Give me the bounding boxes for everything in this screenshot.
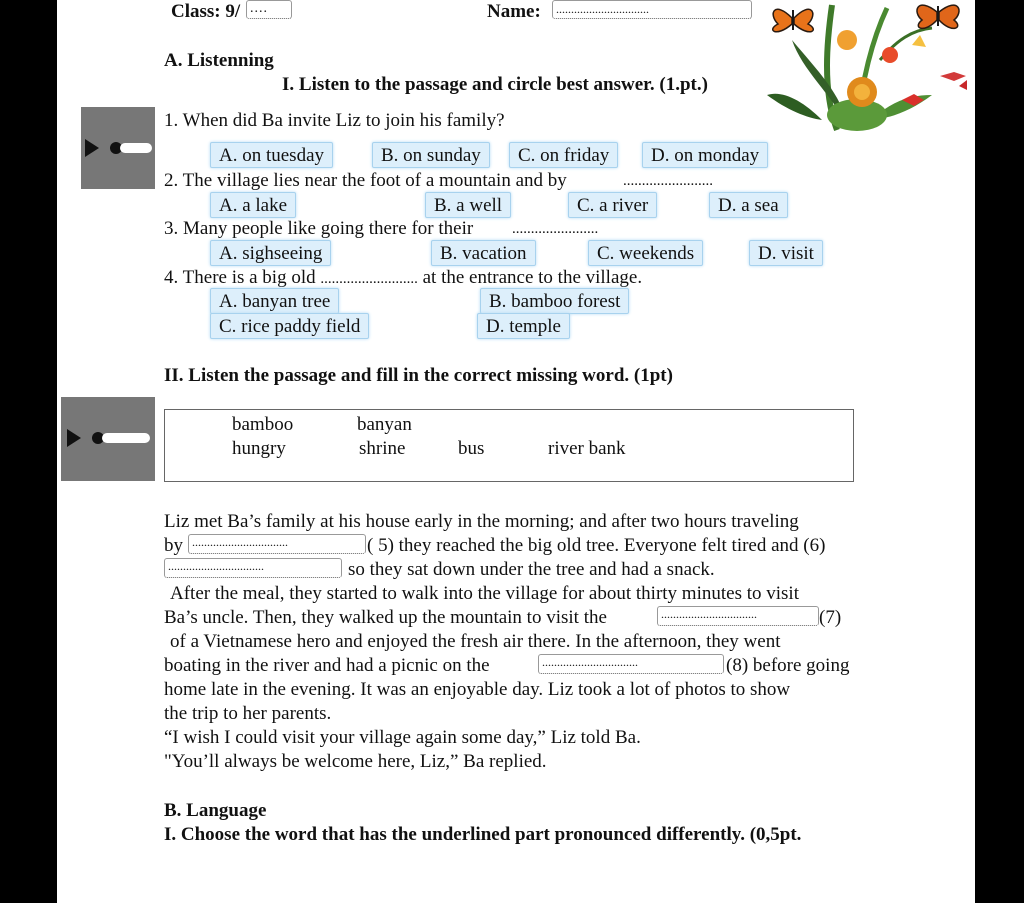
worksheet-page	[57, 0, 975, 903]
word-bank-box	[164, 409, 854, 482]
section-b-part1-instruction: I. Choose the word that has the underlined part pronounced differently. (0,5pt.	[164, 824, 802, 845]
word-bank-item: banyan	[357, 414, 412, 435]
play-icon[interactable]	[67, 429, 81, 447]
audio-player-1[interactable]	[81, 107, 155, 189]
passage-line-9: the trip to her parents.	[164, 703, 332, 724]
blank-5-dots: ................................	[192, 535, 288, 549]
blank-5-input[interactable]	[188, 534, 366, 554]
passage-line-7b: (8) before going	[726, 655, 850, 676]
question-3-text: 3. Many people like going there for their	[164, 218, 474, 239]
word-bank-item: hungry	[232, 438, 286, 459]
q3-option-a[interactable]: A. sighseeing	[210, 240, 331, 266]
flower-decoration-image	[762, 0, 975, 140]
q2-option-d[interactable]: D. a sea	[709, 192, 788, 218]
passage-line-8: home late in the evening. It was an enjoyable day. Liz took a lot of photos to show	[164, 679, 791, 700]
name-blank-dots: ...............................	[556, 2, 649, 16]
question-1-text: 1. When did Ba invite Liz to join his family?	[164, 110, 505, 131]
passage-line-10: “I wish I could visit your village again some day,” Liz told Ba.	[164, 727, 641, 748]
question-3-blank: .......................	[512, 221, 599, 237]
q1-option-b[interactable]: B. on sunday	[372, 142, 490, 168]
part1-instruction: I. Listen to the passage and circle best answer. (1.pt.)	[282, 74, 708, 95]
passage-line-5a: Ba’s uncle. Then, they walked up the mountain to visit the	[164, 607, 607, 628]
q4-option-b[interactable]: B. bamboo forest	[480, 288, 629, 314]
word-bank-item: bamboo	[232, 414, 294, 435]
question-4-text-before: 4. There is a big old	[164, 267, 316, 288]
name-label: Name:	[487, 1, 541, 22]
blank-7-input[interactable]	[657, 606, 819, 626]
q4-option-d[interactable]: D. temple	[477, 313, 570, 339]
q2-option-a[interactable]: A. a lake	[210, 192, 296, 218]
q1-option-c[interactable]: C. on friday	[509, 142, 618, 168]
audio-progress-bar[interactable]	[120, 143, 152, 153]
play-icon[interactable]	[85, 139, 99, 157]
passage-line-5b: (7)	[819, 607, 842, 628]
q3-option-c[interactable]: C. weekends	[588, 240, 703, 266]
blank-8-dots: ................................	[542, 655, 638, 669]
passage-line-11: "You’ll always be welcome here, Liz,” Ba replied.	[164, 751, 547, 772]
passage-line-2b: ( 5) they reached the big old tree. Everyone felt tired and (6)	[367, 535, 826, 556]
q3-option-d[interactable]: D. visit	[749, 240, 823, 266]
question-4-text-after: at the entrance to the village.	[422, 267, 643, 288]
butterfly-left-icon	[773, 9, 814, 31]
q2-option-b[interactable]: B. a well	[425, 192, 511, 218]
blank-7-dots: ................................	[661, 607, 757, 621]
q4-option-c[interactable]: C. rice paddy field	[210, 313, 369, 339]
question-2-text: 2. The village lies near the foot of a mountain and by	[164, 170, 567, 191]
passage-line-2a: by	[164, 535, 183, 556]
blank-6-input[interactable]	[164, 558, 342, 578]
passage-line-7a: boating in the river and had a picnic on the	[164, 655, 490, 676]
passage-line-4: After the meal, they started to walk into the village for about thirty minutes to visit	[170, 583, 799, 604]
q2-option-c[interactable]: C. a river	[568, 192, 657, 218]
q1-option-d[interactable]: D. on monday	[642, 142, 768, 168]
question-4-text	[164, 267, 642, 290]
q3-option-b[interactable]: B. vacation	[431, 240, 536, 266]
question-2-blank: ........................	[623, 173, 713, 189]
audio-progress-bar[interactable]	[102, 433, 150, 443]
word-bank-item: shrine	[359, 438, 406, 459]
passage-line-1: Liz met Ba’s family at his house early in the morning; and after two hours traveling	[164, 511, 799, 532]
question-4-blank: ..........................	[320, 271, 418, 287]
passage-line-6: of a Vietnamese hero and enjoyed the fresh air there. In the afternoon, they went	[170, 631, 781, 652]
q4-option-a[interactable]: A. banyan tree	[210, 288, 339, 314]
blank-6-dots: ................................	[168, 559, 264, 573]
audio-player-2[interactable]	[61, 397, 155, 481]
part2-instruction: II. Listen the passage and fill in the correct missing word. (1pt)	[164, 365, 673, 386]
blank-8-input[interactable]	[538, 654, 724, 674]
word-bank-item: river bank	[548, 438, 626, 459]
name-input[interactable]	[552, 0, 752, 19]
class-blank-dots: ....	[250, 1, 268, 16]
butterfly-right-icon	[917, 5, 959, 28]
q1-option-a[interactable]: A. on tuesday	[210, 142, 333, 168]
word-bank-item: bus	[458, 438, 485, 459]
flowers	[837, 30, 967, 107]
class-label: Class: 9/	[171, 1, 241, 22]
passage-line-3: so they sat down under the tree and had a snack.	[348, 559, 715, 580]
section-a-title: A. Listenning	[164, 50, 274, 71]
section-b-title: B. Language	[164, 800, 267, 821]
class-input[interactable]	[246, 0, 292, 19]
